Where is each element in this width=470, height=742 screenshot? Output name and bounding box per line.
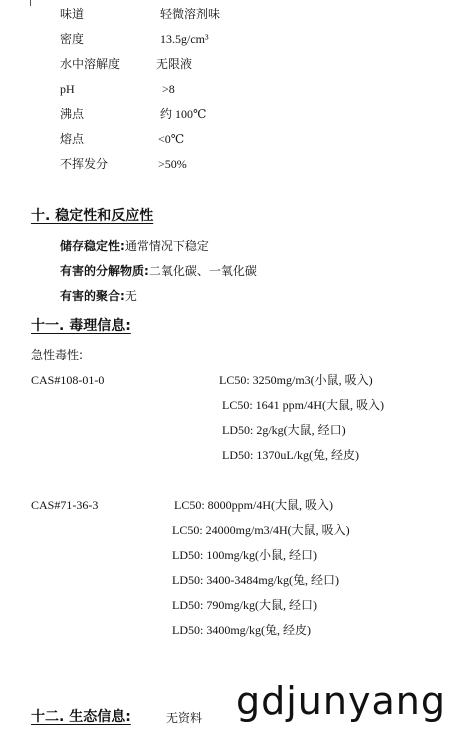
section-10-title: 十. 稳定性和反应性 [31,208,154,224]
property-value: <0℃ [158,132,185,146]
section-11-title: 十一. 毒理信息: [31,318,131,334]
section-12-title: 十二. 生态信息: [31,709,131,725]
property-value: >50% [158,157,187,171]
stability-item-value: 通常情况下稳定 [124,239,209,253]
stability-item-value: 二氧化碳、一氧化碳 [148,264,257,278]
toxicity-entry: LD50: 100mg/kg(小鼠, 经口) [172,548,317,562]
toxicity-entry: LD50: 3400-3484mg/kg(兔, 经口) [172,573,339,587]
stability-item [60,288,137,304]
property-label: 密度 [60,32,85,46]
property-value: 约 100℃ [160,107,207,121]
property-value: >8 [162,82,175,96]
toxicity-entry: LC50: 24000mg/m3/4H(大鼠, 吸入) [172,523,350,537]
toxicity-entry: LC50: 8000ppm/4H(大鼠, 吸入) [174,498,333,512]
toxicity-entry: LC50: 3250mg/m3(小鼠, 吸入) [219,373,373,387]
section-12-value: 无资料 [166,711,203,725]
stability-item-label: 有害的聚合: [60,289,125,303]
property-label: 味道 [60,7,85,21]
stability-item-label: 有害的分解物质: [60,264,149,278]
property-value: 13.5g/cm³ [160,32,209,46]
page-edge-mark [30,0,31,6]
stability-item [60,263,257,279]
property-label: pH [60,82,75,96]
property-value: 轻微溶剂味 [160,7,221,21]
toxicity-entry: LC50: 1641 ppm/4H(大鼠, 吸入) [222,398,384,412]
property-label: 不挥发分 [60,157,109,171]
toxicity-entry: LD50: 2g/kg(大鼠, 经口) [222,423,346,437]
stability-item-label: 储存稳定性: [60,239,125,253]
property-label: 熔点 [60,132,85,146]
toxicity-entry: LD50: 1370uL/kg(兔, 经皮) [222,448,359,462]
toxicity-entry: LD50: 3400mg/kg(兔, 经皮) [172,623,311,637]
toxicity-entry: LD50: 790mg/kg(大鼠, 经口) [172,598,317,612]
watermark-text: gdjunyang [236,679,446,723]
property-value: 无限液 [156,57,193,71]
acute-toxicity-label: 急性毒性: [31,348,84,362]
cas-number: CAS#108-01-0 [31,373,105,387]
property-label: 水中溶解度 [60,57,121,71]
property-label: 沸点 [60,107,85,121]
stability-item-value: 无 [124,289,137,303]
stability-item [60,238,209,254]
cas-number: CAS#71-36-3 [31,498,99,512]
